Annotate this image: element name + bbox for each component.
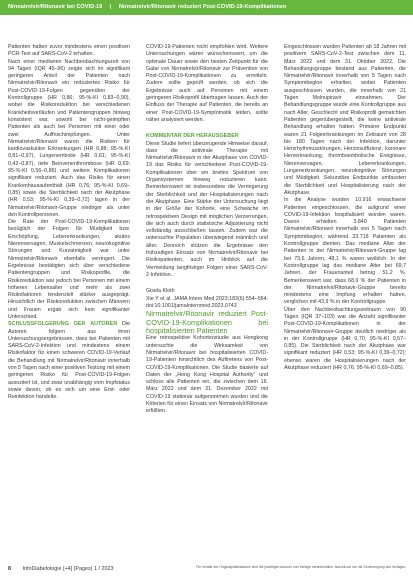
paragraph: Eine retrospektive Kohortenstudie aus Hongkong untersuchte die Wirksamkeit von Nirmatrelvir/Ritonavir bei hospitalisierten COVID-19-Patienten hinsichtlich des Auftretens von Post-COVID-19-Komplikationen. Die Studie basierte auf Daten der „Hong Kong Hospital Authority“ und schloss alle Patienten ein, die zwischen dem 16. März 2022 und dem 31. Dezember 2022 mit COVID-19 stationär aufgenommen wurden und die Kriterien für einen Einsatz von Nirmatrelvir/Ritonavir erfüllten. [146,335,268,415]
paragraph: Über den Nachbeobachtungszeitraum von 90 Tagen (IQR 37–103) war die Anzahl signifikanter Post-COVID-19-Komplikationen in der Nirmatrelvir/Ritonavir-Gruppe deutlich niedriger als in der Kontrollgruppe (HR 0,70; 95-%-KI 0,57–0,85). Die Sterblichkeit nach der Akutphase war signifikant reduziert (HR 0,53; 95-%-KI 0,39–0,72); ebenso waren die Hospitalisierungen nach der Akutphase reduziert (HR 0,76; 95-%-KI 0,69–0,85). [284,306,406,372]
spacer [146,279,268,288]
paragraph: Nach einer medianen Nachbeobachtungszeit von 94 Tagen (IQR 45–96) zeigte sich im signifikant geringeren Anteil der Patienten nach Nirmatrelvir/Ritonavir ein reduziertes Risiko für Post-COVID-19-Folgen gegenüber der Kontrollgruppe (HR 0,86; 95-%-KI 0,83–0,90), wobei die Risikoreduktion bei verschiedenen Krankheitsverläufen und Patientengruppen hinweg konsistent war, sowohl bei nicht-geimpften Patienten als auch bei Personen mit einer oder zwei Auffrischimpfungen. Unter Nirmatrelvir/Ritonavir waren die Risiken für kardiovaskuläre Erkrankungen (HR 0,88; 95-%-KI 0,81–0,97), Lungenembolie (HR 0,61; 95-%-KI 0,42–0,87), tiefe Beinvenenthrombose (HR 0,69; 95-%-KI 0,56–0,86) und weitere Komplikationen signifikant reduziert. Auch das Risiko für einen Krankenhausaufenthalt (HR 0,76; 95-%-KI 0,69–0,85) sowie die Sterblichkeit nach der Akutphase (HR 0,53; 95-%-KI 0,39–0,72) lagen in der Nirmatrelvir/Ritonavir-Gruppe niedriger als unter den Kontrollpersonen. [8,58,130,218]
column-middle [146,44,268,562]
paragraph: COVID-19-Patienten nicht empfohlen wird. Weitere Untersuchungen wären wünschenswert, um die optimale Dauer sowie den besten Zeitpunkt für die Gabe von Nirmatrelvir/Ritonavir zur Prävention von Post-COVID-19-Komplikationen zu ermitteln. Zudem sollte geprüft werden, ob sich die Ergebnisse auch auf Personen mit einem geringeren Risikoprofil übertragen lassen. Auch der Einfluss der Therapie auf Patienten, die bereits an einer Post-COVID-19-Symptomatik leiden, sollte näher analysiert werden. [146,44,268,123]
paragraph: Diese Studie liefert überzeugende Hinweise darauf, dass die antivirale Therapie mit Nirmatrelvir/Ritonavir in der Akutphase von COVID-19 das Risiko für verschiedene Post-COVID-19-Komplikationen über ein breites Spektrum von Organsystemen hinweg reduzieren kann. Bemerkenswert ist insbesondere die Verringerung der Sterblichkeit und der Hospitalisierungen nach der Akutphase. Eine Stärke der Untersuchung liegt in der Größe der Kohorte, eine Schwäche im retrospektiven Design mit möglichen Verzerrungen, die sich auch durch statistische Adjustierung nicht vollständig ausschließen lassen. Zudem war die untersuchte Population überwiegend männlich und älter. Dennoch stützen die Ergebnisse den frühzeitigen Einsatz von Nirmatrelvir/Ritonavir bei Risikopatienten, auch im Hinblick auf die Vermeidung langfristiger Folgen einer SARS-CoV-2-Infektion. [146,140,268,278]
header-subtitle: Nirmatrelvir/Ritonavir reduziert Post-COVID-19-Komplikationen [118,4,287,10]
column-right [284,44,406,562]
citation: Xie Y et al. JAMA Intern Med 2023;183(6):554–564. doi:10.1001/jamainternmed.2023.0743 [146,295,268,309]
section-heading-with-text [8,321,130,401]
page-footer [8,566,113,572]
paragraph: Eingeschlossen wurden Patienten ab 18 Jahren mit positivem SARS-CoV-2-Test zwischen dem 11. März 2022 und dem 31. Oktober 2022. Die Behandlungsgruppe bestand aus Patienten, die Nirmatrelvir/Ritonavir innerhalb von 5 Tagen nach Symptombeginn erhielten, wobei Patienten ausgeschlossen wurden, die innerhalb von 21 Tagen Molnupiravir einnahmen. Der Behandlungsgruppe wurde eine Kontrollgruppe aus nach Alter, Geschlecht und Risikoprofil gematchten Patienten gegenübergestellt, die keine antivirale Behandlung erhalten hatten. Primärer Endpunkt waren 21 Folgeerkrankungen im Zeitraum von 28 bis 180 Tagen nach der Infektion, darunter Herzrhythmusstörungen, Herzinsuffizienz, koronare Herzerkrankung, thromboembolische Ereignisse, Nierenversagen, Lebererkrankungen, Lungenerkrankungen, neurokognitive Störungen und Müdigkeit. Sekundäre Endpunkte umfassten die Sterblichkeit und Hospitalisierung nach der Akutphase. [284,44,406,196]
footer-note: Für Inhalte der Originalpublikationen sind die jeweiligen Autoren und Verlage verantwortlich. Nachdruck nur mit Genehmigung des Verlages. [196,565,406,569]
paragraph: Patienten hatten zuvor mindestens einen positiven PCR-Test auf SARS-CoV-2 erhalten. [8,44,130,58]
paragraph: In die Analyse wurden 10.916 erwachsene Patienten eingeschlossen, die aufgrund einer COVID-19-Infektion hospitalisiert worden waren. Davon erhielten 3.840 Patienten Nirmatrelvir/Ritonavir innerhalb von 5 Tagen nach Symptombeginn, während 23.718 Patienten als Kontrollgruppe dienten. Das mediane Alter der Patienten in der Nirmatrelvir/Ritonavir-Gruppe lag bei 73,6 Jahren, 48,1 % waren weiblich. In der Kontrollgruppe lag das mediane Alter bei 69,7 Jahren, der Frauenanteil betrug 51,2 %. Bemerkenswert war, dass 68,9 % der Patienten in der Nirmatrelvir/Ritonavir-Gruppe bereits mindestens eine Impfung erhalten hatten, verglichen mit 43,9 % in der Kontrollgruppe. [284,197,406,306]
journal-reference: InfoDiabetologie [+4] (Pages) 1 / 2023 [22,566,114,572]
paragraph: Die Rate der Post-COVID-19-Komplikationen bezüglich der Folgen für Müdigkeit bzw. Erschöpfung, Lebererkrankungen, akutes Nierenversagen, Muskelschmerzen, neurokognitive Störungen und Kurzatmigkeit war unter Nirmatrelvir/Ritonavir ebenfalls verringert. Die Ergebnisse bestätigten sich über verschiedene Patientengruppen und Risikoprofile, die Risikoreduktion war jedoch bei Personen mit einem höheren Lebensalter und mehr als zwei Risikofaktoren tendenziell stärker ausgeprägt. Hinsichtlich der Risikoreduktion zwischen Männern und Frauen ergab sich kein signifikanter Unterschied. [8,219,130,320]
section-heading: SCHLUSSFOLGERUNG DER AUTOREN [8,321,118,328]
section-heading: KOMMENTAR DER HERAUSGEBER [146,133,239,140]
header-section: Nirmatrelvir/Ritonavir bei COVID-19 [8,4,103,10]
author-name: Gisela Kloth [146,288,175,295]
page-number: 8 [8,566,11,572]
header-separator: | [109,4,112,10]
article-title: Nirmatrelvir/Ritonavir reduziert Post-COVID-19-Komplikationen bei hospitalisierten Patienten [146,309,268,335]
spacer [146,124,268,133]
column-left [8,44,130,562]
paragraph: Die Autoren folgern aus ihren Untersuchungsergebnissen, dass bei Patienten mit SARS-CoV-2-Infektion und mindestens einem Risikofaktor für einen schweren COVID-19-Verlauf die Behandlung mit Nirmatrelvir/Ritonavir innerhalb von 5 Tagen nach einer positiven Testung mit einem geringeren Risiko für Post-COVID-19-Folgen assoziiert ist, und zwar unabhängig vom Impfstatus sowie davon, ob es sich um eine Erst- oder Reinfektion handelte. [8,321,130,401]
running-header [0,0,413,15]
